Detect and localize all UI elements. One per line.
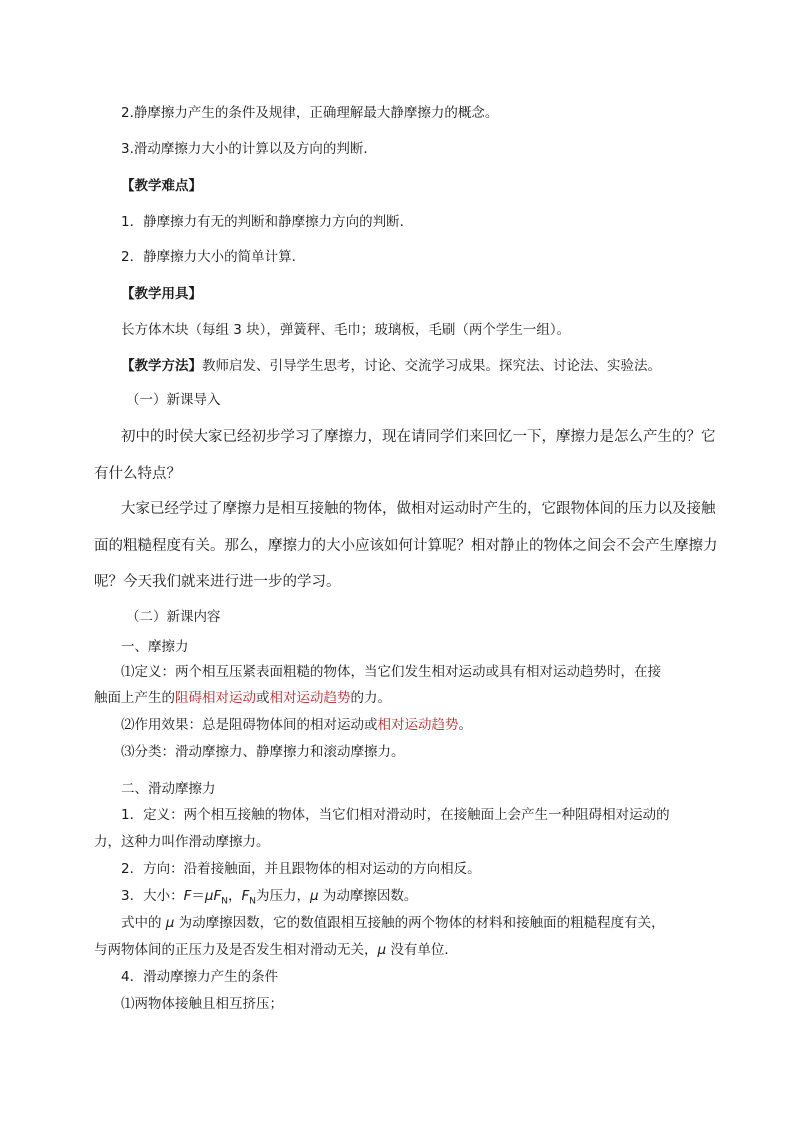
formula-fn: F <box>241 888 250 904</box>
text-segment: 式中的 <box>121 915 166 931</box>
line-4: 1．静摩擦力有无的判断和静摩擦力方向的判断． <box>121 214 414 230</box>
text-segment: 触面上产生的 <box>94 690 175 706</box>
paragraph-1-line-2: 有什么特点？ <box>94 466 181 482</box>
teaching-method-text: 教师启发、引导学生思考，讨论、交流学习成果。探究法、讨论法、实验法。 <box>202 358 661 374</box>
friction-classification-line: ⑶分类：滑动摩擦力、静摩擦力和滚动摩擦力。 <box>121 744 405 760</box>
paragraph-1-line-1: 初中的时侯大家已经初步学习了摩擦力，现在请同学们来回忆一下，摩擦力是怎么产生的？它 <box>121 429 716 445</box>
mu-explanation-line-2 <box>94 940 458 960</box>
text-segment: ⑵作用效果：总是阻碍物体间的相对运动或 <box>121 717 378 733</box>
paragraph-2-line-2: 面的粗糙程度有关。那么，摩擦力的大小应该如何计算呢？相对静止的物体之间会不会产生摩擦力 <box>94 538 718 554</box>
heading-teaching-method: 【教学方法】 <box>121 358 202 374</box>
formula-mu: μ <box>165 915 175 931</box>
heading-teaching-difficulty: 【教学难点】 <box>121 178 202 194</box>
line-2: 3.滑动摩擦力大小的计算以及方向的判断． <box>121 141 377 157</box>
line-1: 2.静摩擦力产生的条件及规律，正确理解最大静摩擦力的概念。 <box>121 105 499 121</box>
mu-explanation-line-1 <box>121 913 665 933</box>
highlight-relative-motion: 阻碍相对运动 <box>175 690 256 706</box>
paragraph-2-line-3: 呢？今天我们就来进行进一步的学习。 <box>94 574 341 590</box>
text-segment: 或 <box>256 690 270 706</box>
sliding-magnitude-line <box>121 886 417 912</box>
text-segment: 3．大小： <box>121 888 184 904</box>
line-teaching-method <box>121 356 661 376</box>
text-segment: 没有单位． <box>386 942 458 958</box>
sliding-definition-line-1: 1．定义：两个相互接触的物体，当它们相对滑动时，在接触面上会产生一种阻碍相对运动的 <box>121 807 670 823</box>
sliding-direction-line: 2．方向：沿着接触面，并且跟物体的相对运动的方向相反。 <box>121 861 481 877</box>
text-segment: 与两物体间的正压力及是否发生相对滑动无关， <box>94 942 378 958</box>
friction-definition-line-1: ⑴定义：两个相互压紧表面粗糙的物体，当它们发生相对运动或具有相对运动趋势时，在接 <box>121 664 661 680</box>
friction-effect-line <box>121 715 472 735</box>
formula-subscript-n-2: N <box>249 896 256 907</box>
subsection-new-lesson-intro: （一）新课导入 <box>126 392 221 408</box>
friction-definition-line-2 <box>94 688 391 708</box>
line-5: 2．静摩擦力大小的简单计算． <box>121 249 306 265</box>
formula-subscript-n: N <box>221 896 228 907</box>
line-7: 长方体木块（每组 3 块），弹簧秤、毛巾；玻璃板，毛刷（两个学生一组）。 <box>121 322 571 338</box>
text-segment: ， <box>227 888 242 904</box>
heading-teaching-tools: 【教学用具】 <box>121 286 202 302</box>
highlight-relative-motion-tendency: 相对运动趋势 <box>269 690 351 706</box>
heading-friction: 一、摩擦力 <box>121 639 189 655</box>
sliding-conditions-heading: 4．滑动摩擦力产生的条件 <box>121 969 279 985</box>
text-segment: 为动摩擦因数，它的数值跟相互接触的两个物体的材料和接触面的粗糙程度有关， <box>174 915 665 931</box>
text-segment: 的力。 <box>350 690 391 706</box>
formula-mu: μ <box>309 888 319 904</box>
subsection-new-lesson-content: （二）新课内容 <box>126 609 221 625</box>
text-segment: 为动摩擦因数。 <box>318 888 418 904</box>
highlight-relative-motion-tendency-2: 相对运动趋势 <box>377 717 459 733</box>
sliding-definition-line-2: 力，这种力叫作滑动摩擦力。 <box>94 834 270 850</box>
formula-f: F <box>183 888 192 904</box>
text-segment: 为压力， <box>255 888 310 904</box>
heading-sliding-friction: 二、滑动摩擦力 <box>121 781 216 797</box>
formula-mu-f: μF <box>204 888 222 904</box>
formula-mu: μ <box>377 942 387 958</box>
formula-equals: ＝ <box>191 888 205 904</box>
sliding-condition-1: ⑴两物体接触且相互挤压； <box>121 996 283 1012</box>
paragraph-2-line-1: 大家已经学过了摩擦力是相互接触的物体，做相对运动时产生的，它跟物体间的压力以及接触 <box>121 501 716 517</box>
text-segment: 。 <box>458 717 472 733</box>
